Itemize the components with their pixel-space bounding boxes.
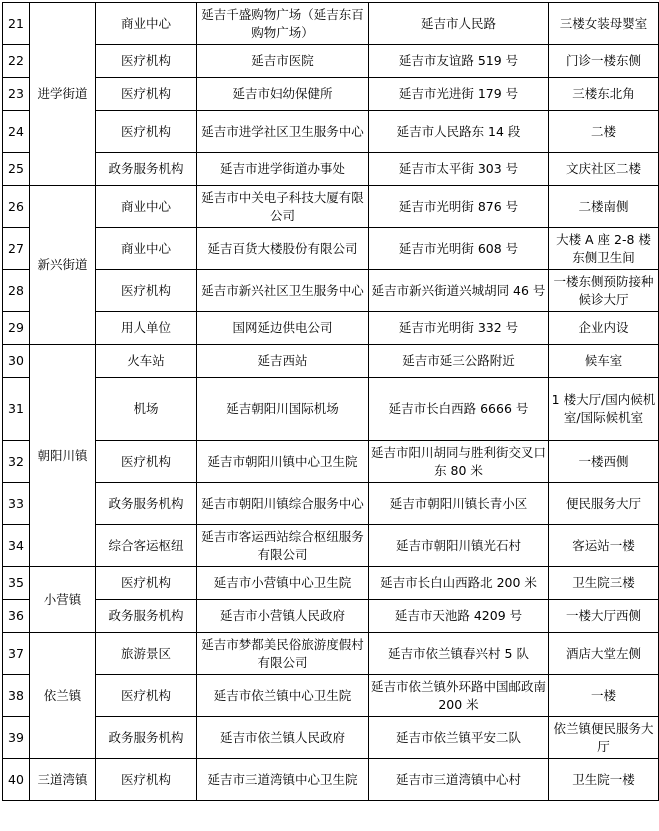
location-cell: 卫生院一楼 bbox=[549, 759, 659, 801]
table-row bbox=[3, 345, 659, 378]
location-cell: 候车室 bbox=[549, 345, 659, 378]
row-number: 36 bbox=[3, 600, 30, 633]
category-cell: 商业中心 bbox=[96, 186, 197, 228]
table-row bbox=[3, 483, 659, 525]
address-cell: 延吉市光明街 332 号 bbox=[369, 312, 549, 345]
table-row bbox=[3, 567, 659, 600]
category-cell: 政务服务机构 bbox=[96, 717, 197, 759]
row-number: 26 bbox=[3, 186, 30, 228]
district-cell: 依兰镇 bbox=[30, 633, 96, 759]
address-cell: 延吉市新兴街道兴城胡同 46 号 bbox=[369, 270, 549, 312]
district-cell: 进学街道 bbox=[30, 3, 96, 186]
location-cell: 三楼女装母婴室 bbox=[549, 3, 659, 45]
category-cell: 旅游景区 bbox=[96, 633, 197, 675]
row-number: 27 bbox=[3, 228, 30, 270]
location-cell: 大楼 A 座 2-8 楼东侧卫生间 bbox=[549, 228, 659, 270]
address-cell: 延吉市长白西路 6666 号 bbox=[369, 378, 549, 441]
location-cell: 企业内设 bbox=[549, 312, 659, 345]
category-cell: 医疗机构 bbox=[96, 759, 197, 801]
location-cell: 一楼西侧 bbox=[549, 441, 659, 483]
row-number: 22 bbox=[3, 45, 30, 78]
category-cell: 医疗机构 bbox=[96, 45, 197, 78]
address-cell: 延吉市太平街 303 号 bbox=[369, 153, 549, 186]
table-row bbox=[3, 78, 659, 111]
row-number: 33 bbox=[3, 483, 30, 525]
table-row bbox=[3, 153, 659, 186]
category-cell: 政务服务机构 bbox=[96, 153, 197, 186]
name-cell: 延吉千盛购物广场（延吉东百购物广场） bbox=[197, 3, 369, 45]
district-cell: 三道湾镇 bbox=[30, 759, 96, 801]
address-cell: 延吉市朝阳川镇长青小区 bbox=[369, 483, 549, 525]
facility-table bbox=[2, 2, 659, 801]
address-cell: 延吉市阳川胡同与胜利街交叉口东 80 米 bbox=[369, 441, 549, 483]
name-cell: 延吉市妇幼保健所 bbox=[197, 78, 369, 111]
address-cell: 延吉市依兰镇平安二队 bbox=[369, 717, 549, 759]
table-row bbox=[3, 111, 659, 153]
name-cell: 延吉市梦都美民俗旅游度假村有限公司 bbox=[197, 633, 369, 675]
category-cell: 商业中心 bbox=[96, 228, 197, 270]
name-cell: 国网延边供电公司 bbox=[197, 312, 369, 345]
location-cell: 1 楼大厅/国内候机室/国际候机室 bbox=[549, 378, 659, 441]
location-cell: 一楼东侧预防接种候诊大厅 bbox=[549, 270, 659, 312]
row-number: 40 bbox=[3, 759, 30, 801]
row-number: 24 bbox=[3, 111, 30, 153]
row-number: 21 bbox=[3, 3, 30, 45]
location-cell: 三楼东北角 bbox=[549, 78, 659, 111]
row-number: 35 bbox=[3, 567, 30, 600]
table-row bbox=[3, 525, 659, 567]
table-row bbox=[3, 675, 659, 717]
address-cell: 延吉市天池路 4209 号 bbox=[369, 600, 549, 633]
location-cell: 一楼大厅西侧 bbox=[549, 600, 659, 633]
location-cell: 便民服务大厅 bbox=[549, 483, 659, 525]
table-row bbox=[3, 717, 659, 759]
name-cell: 延吉市中关电子科技大厦有限公司 bbox=[197, 186, 369, 228]
row-number: 32 bbox=[3, 441, 30, 483]
name-cell: 延吉市进学街道办事处 bbox=[197, 153, 369, 186]
name-cell: 延吉西站 bbox=[197, 345, 369, 378]
name-cell: 延吉市医院 bbox=[197, 45, 369, 78]
row-number: 25 bbox=[3, 153, 30, 186]
address-cell: 延吉市人民路东 14 段 bbox=[369, 111, 549, 153]
name-cell: 延吉市朝阳川镇综合服务中心 bbox=[197, 483, 369, 525]
row-number: 38 bbox=[3, 675, 30, 717]
table-row bbox=[3, 312, 659, 345]
district-cell: 新兴街道 bbox=[30, 186, 96, 345]
table-row bbox=[3, 600, 659, 633]
table-row bbox=[3, 378, 659, 441]
location-cell: 客运站一楼 bbox=[549, 525, 659, 567]
address-cell: 延吉市三道湾镇中心村 bbox=[369, 759, 549, 801]
address-cell: 延吉市光明街 876 号 bbox=[369, 186, 549, 228]
name-cell: 延吉市进学社区卫生服务中心 bbox=[197, 111, 369, 153]
category-cell: 医疗机构 bbox=[96, 441, 197, 483]
name-cell: 延吉市三道湾镇中心卫生院 bbox=[197, 759, 369, 801]
name-cell: 延吉市新兴社区卫生服务中心 bbox=[197, 270, 369, 312]
category-cell: 医疗机构 bbox=[96, 270, 197, 312]
table-row bbox=[3, 441, 659, 483]
name-cell: 延吉市依兰镇人民政府 bbox=[197, 717, 369, 759]
address-cell: 延吉市朝阳川镇光石村 bbox=[369, 525, 549, 567]
address-cell: 延吉市依兰镇春兴村 5 队 bbox=[369, 633, 549, 675]
district-cell: 朝阳川镇 bbox=[30, 345, 96, 567]
category-cell: 医疗机构 bbox=[96, 78, 197, 111]
location-cell: 二楼 bbox=[549, 111, 659, 153]
location-cell: 文庆社区二楼 bbox=[549, 153, 659, 186]
name-cell: 延吉市依兰镇中心卫生院 bbox=[197, 675, 369, 717]
table-row bbox=[3, 633, 659, 675]
location-cell: 卫生院三楼 bbox=[549, 567, 659, 600]
row-number: 34 bbox=[3, 525, 30, 567]
category-cell: 用人单位 bbox=[96, 312, 197, 345]
table-row bbox=[3, 270, 659, 312]
address-cell: 延吉市长白山西路北 200 米 bbox=[369, 567, 549, 600]
table-row bbox=[3, 759, 659, 801]
address-cell: 延吉市人民路 bbox=[369, 3, 549, 45]
location-cell: 依兰镇便民服务大厅 bbox=[549, 717, 659, 759]
row-number: 37 bbox=[3, 633, 30, 675]
location-cell: 二楼南侧 bbox=[549, 186, 659, 228]
location-cell: 酒店大堂左侧 bbox=[549, 633, 659, 675]
name-cell: 延吉市客运西站综合枢纽服务有限公司 bbox=[197, 525, 369, 567]
category-cell: 火车站 bbox=[96, 345, 197, 378]
address-cell: 延吉市光进街 179 号 bbox=[369, 78, 549, 111]
table-row bbox=[3, 3, 659, 45]
location-cell: 一楼 bbox=[549, 675, 659, 717]
category-cell: 医疗机构 bbox=[96, 111, 197, 153]
category-cell: 医疗机构 bbox=[96, 567, 197, 600]
address-cell: 延吉市依兰镇外环路中国邮政南 200 米 bbox=[369, 675, 549, 717]
address-cell: 延吉市友谊路 519 号 bbox=[369, 45, 549, 78]
location-cell: 门诊一楼东侧 bbox=[549, 45, 659, 78]
category-cell: 政务服务机构 bbox=[96, 483, 197, 525]
row-number: 39 bbox=[3, 717, 30, 759]
name-cell: 延吉市小营镇人民政府 bbox=[197, 600, 369, 633]
row-number: 23 bbox=[3, 78, 30, 111]
name-cell: 延吉市小营镇中心卫生院 bbox=[197, 567, 369, 600]
district-cell: 小营镇 bbox=[30, 567, 96, 633]
name-cell: 延吉百货大楼股份有限公司 bbox=[197, 228, 369, 270]
category-cell: 医疗机构 bbox=[96, 675, 197, 717]
category-cell: 综合客运枢纽 bbox=[96, 525, 197, 567]
category-cell: 政务服务机构 bbox=[96, 600, 197, 633]
table-row bbox=[3, 186, 659, 228]
address-cell: 延吉市延三公路附近 bbox=[369, 345, 549, 378]
row-number: 29 bbox=[3, 312, 30, 345]
category-cell: 机场 bbox=[96, 378, 197, 441]
name-cell: 延吉朝阳川国际机场 bbox=[197, 378, 369, 441]
row-number: 28 bbox=[3, 270, 30, 312]
table-row bbox=[3, 228, 659, 270]
name-cell: 延吉市朝阳川镇中心卫生院 bbox=[197, 441, 369, 483]
category-cell: 商业中心 bbox=[96, 3, 197, 45]
table-row bbox=[3, 45, 659, 78]
row-number: 31 bbox=[3, 378, 30, 441]
row-number: 30 bbox=[3, 345, 30, 378]
address-cell: 延吉市光明街 608 号 bbox=[369, 228, 549, 270]
